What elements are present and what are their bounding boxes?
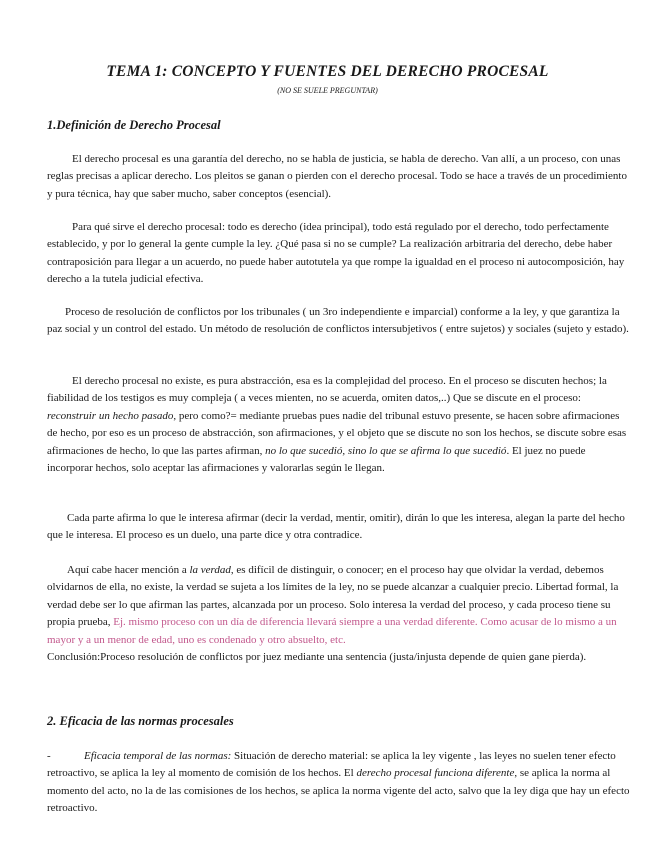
bullet-dash: -: [47, 750, 51, 762]
paragraph-3: [47, 304, 632, 339]
paragraph-6-italic: la verdad: [189, 564, 231, 576]
paragraph-6-text-a: Aquí cabe hacer mención a: [67, 564, 190, 576]
bullet-1-italic-a: Eficacia temporal de las normas:: [84, 750, 232, 762]
page-title: TEMA 1: CONCEPTO Y FUENTES DEL DERECHO PROCESAL: [106, 63, 549, 80]
paragraph-4-text-c: , pero como?= mediante pruebas pues nadie del tribunal estuvo presente, se hacen sobre afirmaciones de hecho, por eso es un proceso de abstracción, son afirmaciones, y el objeto que se discute no son los hechos, se discute sobre esas afirmaciones de hecho, lo que las partes afirman,: [47, 409, 627, 457]
paragraph-6-text-c: , es difícil de distinguir, o conocer; en el proceso hay que olvidar la verdad, debemos olvidarnos de ella, no existe, la verdad se sujeta a los límites de la ley, no se puede alcanzar a cualquier precio. Libertad formal, la verdad debe ser lo que afirman las partes, alcanzada por un proceso. Solo interesa la verdad del proceso, y cada proceso tiene su propia prueba,: [47, 564, 619, 629]
paragraph-5-text: Cada parte afirma lo que le interesa afirmar (decir la verdad, mentir, omitir), dirán lo que les interesa, alegan la parte del hecho que le interesa. El proceso es un duelo, una parte dice y otra contradice.: [47, 512, 625, 542]
paragraph-6: [47, 562, 632, 666]
paragraph-2: [47, 219, 632, 289]
bullet-1-text-d: , se aplica la norma al momento del acto, no la de las comisiones de los hechos, se aplica la norma vigente del acto, salvo que la ley diga que hay un efecto retroactivo.: [47, 767, 630, 815]
section-heading-eficacia: 2. Eficacia de las normas procesales: [47, 714, 234, 728]
section-heading-definicion: 1.Definición de Derecho Procesal: [47, 118, 221, 132]
paragraph-4-text-e: . El juez no puede incorporar hechos, solo aceptar las afirmaciones y valorarlas según le llegan.: [47, 444, 586, 475]
paragraph-1-text: El derecho procesal es una garantía del derecho, no se habla de justicia, se habla de derecho. Van allí, a un proceso, con unas reglas precisas a aplicar derecho. Los pleitos se ganan o pierden con el derecho procesal. Todo se hace a través de un procedimiento y pura técnica, hay que saber mucho, saber conceptos (esencial).: [47, 153, 627, 200]
paragraph-3-text: Proceso de resolución de conflictos por los tribunales ( un 3ro independiente e imparcial) conforme a la ley, y que garantiza la paz social y un control del estado. Un método de resolución de conflictos intersubjetivos ( entre sujetos) y sociales (sujeto y estado).: [47, 306, 629, 336]
bullet-item-eficacia-temporal: [47, 748, 632, 818]
paragraph-5: [47, 510, 632, 545]
paragraph-4-italic-a: reconstruir un hecho pasado: [47, 409, 174, 422]
bullet-1-italic-c: derecho procesal funciona diferente: [356, 767, 515, 780]
paragraph-2-text: Para qué sirve el derecho procesal: todo es derecho (idea principal), todo está regulado por el derecho, todo perfectamente establecido, y por lo general la gente cumple la ley. ¿Qué pasa si no se cumple? La realización arbitraria del derecho, debe haber contraposición para llegar a un acuerdo, no puede haber autotutela ya que rompe la igualdad en el proceso ni autocomposición, hay derecho a la tutela judicial efectiva.: [47, 221, 625, 286]
conclusion-text: Conclusión:Proceso resolución de conflictos por juez mediante una sentencia (justa/injusta depende de quien gane pierda).: [47, 651, 587, 664]
paragraph-1: [47, 151, 632, 203]
paragraph-4-italic-b: no lo que sucedió, sino lo que se afirma lo que sucedió: [265, 444, 507, 457]
paragraph-4: [47, 373, 632, 477]
page-subtitle: (NO SE SUELE PREGUNTAR): [277, 86, 378, 95]
paragraph-4-text-a: El derecho procesal no existe, es pura abstracción, esa es la complejidad del proceso. En el proceso se discuten hechos; la fiabilidad de los testigos es muy compleja ( a veces mienten, no se acuerda, omiten datos,..) Que se discute en el proceso:: [47, 375, 607, 405]
example-note: Ej. mismo proceso con un día de diferencia llevará siempre a una verdad diferente. Como acusar de lo mismo a un mayor y a un menor de edad, uno es condenado y otro absuelto, etc.: [47, 616, 617, 646]
bullet-1-text-b: Situación de derecho material: se aplica la ley vigente , las leyes no suelen tener efecto retroactivo, se aplica la ley al momento de comisión de los hechos. El: [47, 750, 616, 780]
